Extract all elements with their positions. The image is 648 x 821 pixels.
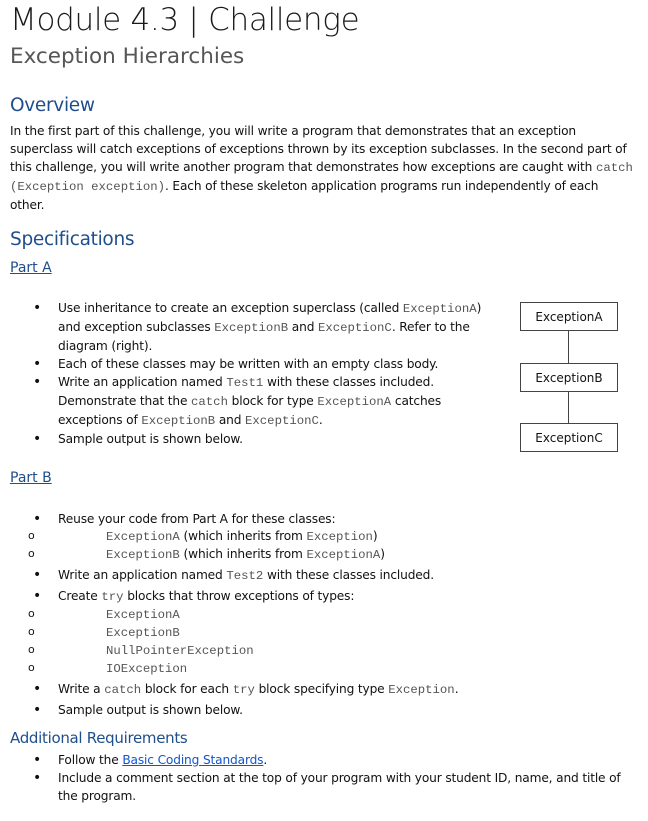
basic-coding-standards-link[interactable]: Basic Coding Standards <box>122 753 264 767</box>
list-item: • Write a catch block for each try block specifying type Exception. <box>0 680 620 699</box>
page-title: Module 4.3 | Challenge <box>10 2 360 38</box>
sublist <box>0 528 620 564</box>
sublist-item: o ExceptionB (which inherits from ExceptionA) <box>0 546 620 564</box>
part-b-heading: Part B <box>10 470 52 486</box>
additional-requirements-heading: Additional Requirements <box>10 729 188 747</box>
overview-heading: Overview <box>10 95 95 116</box>
diagram-box-exception-a: ExceptionA <box>520 302 618 331</box>
diagram-connector <box>568 392 569 423</box>
overview-paragraph: In the first part of this challenge, you will write a program that demonstrates that an exception superclass will catch exceptions of exceptions thrown by its exception subclasses. In the second part of this challenge, you will write another program that demonstrates how exceptions are caught with catch (Exception exception). Each of these skeleton application programs run independently of each other. <box>10 124 633 212</box>
sublist-item: o ExceptionA (which inherits from Exception) <box>0 528 620 546</box>
list-item: • Reuse your code from Part A for these classes: o ExceptionA (which inherits from Exception) o ExceptionB (which inherits from ExceptionA) <box>0 510 620 564</box>
page-subtitle: Exception Hierarchies <box>10 44 245 69</box>
sublist-item: o ExceptionB <box>0 624 620 642</box>
list-item: • Sample output is shown below. <box>0 430 505 448</box>
list-item: • Follow the Basic Coding Standards. <box>0 751 630 769</box>
diagram-connector <box>568 331 569 363</box>
sublist <box>0 606 620 678</box>
list-item: • Sample output is shown below. <box>0 701 620 719</box>
list-item: • Use inheritance to create an exception superclass (called ExceptionA) and exception subclasses ExceptionB and ExceptionC. Refer to the diagram (right). <box>0 299 505 355</box>
list-item: • Include a comment section at the top of your program with your student ID, name, and title of the program. <box>0 769 630 805</box>
code-catch-exception: catch (Exception exception) <box>10 161 633 194</box>
specifications-heading: Specifications <box>10 229 135 250</box>
sublist-item: o IOException <box>0 660 620 678</box>
diagram-box-exception-c: ExceptionC <box>520 423 618 452</box>
list-item: • Create try blocks that throw exceptions of types: o ExceptionA o ExceptionB o NullPointerException o IOException <box>0 587 620 678</box>
list-item: • Each of these classes may be written with an empty class body. <box>0 355 505 373</box>
list-item: • Write an application named Test2 with these classes included. <box>0 566 620 585</box>
part-a-heading: Part A <box>10 260 52 276</box>
part-b-list <box>0 510 620 719</box>
list-item: • Write an application named Test1 with these classes included. Demonstrate that the catch block for type ExceptionA catches exceptions of ExceptionB and ExceptionC. <box>0 373 462 430</box>
sublist-item: o ExceptionA <box>0 606 620 624</box>
diagram-box-exception-b: ExceptionB <box>520 363 618 392</box>
additional-list <box>0 751 630 805</box>
sublist-item: o NullPointerException <box>0 642 620 660</box>
part-a-list <box>0 299 505 448</box>
